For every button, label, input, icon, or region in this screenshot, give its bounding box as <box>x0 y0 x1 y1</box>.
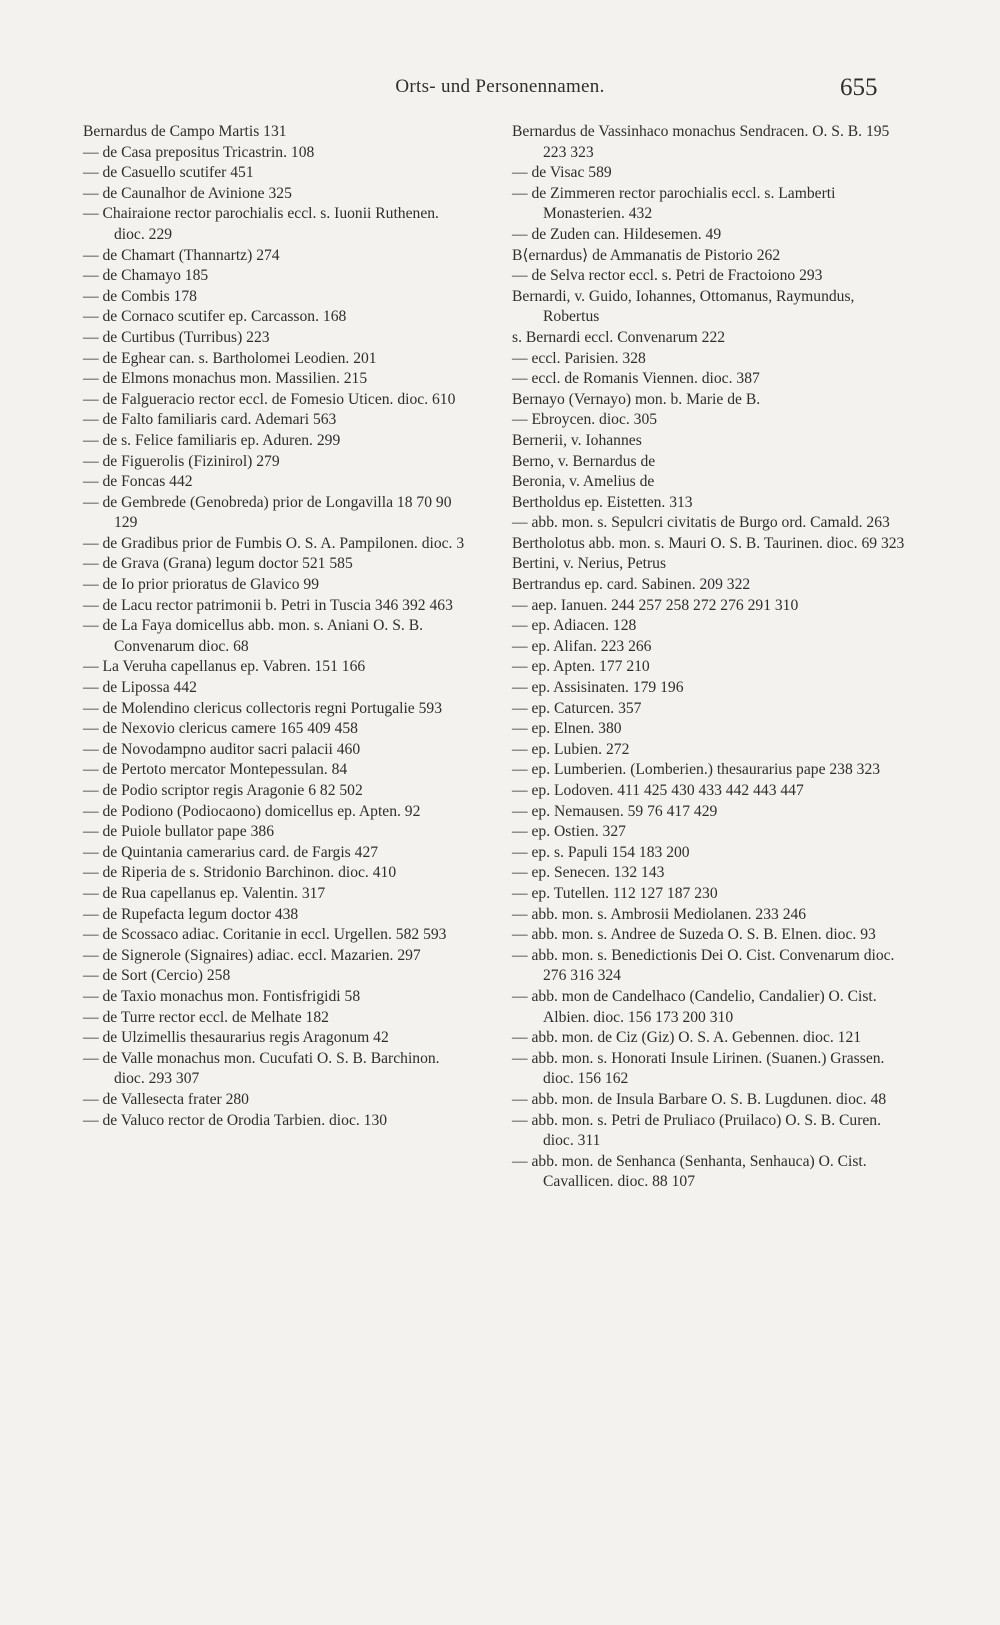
index-entry: — abb. mon. de Insula Barbare O. S. B. Lugdunen. dioc. 48 <box>512 1090 887 1108</box>
index-entry: — de Zimmeren rector parochialis eccl. s. Lamberti Monasterien. 432 <box>512 184 836 223</box>
index-entry: — de Molendino clericus collectoris regni Portugalie 593 <box>83 699 442 717</box>
index-entry: — de Podiono (Podiocaono) domicellus ep. Apten. 92 <box>83 802 421 820</box>
index-entry: — de Rupefacta legum doctor 438 <box>83 905 299 923</box>
index-entry: — Ebroycen. dioc. 305 <box>512 411 658 429</box>
index-entry: — de Signerole (Signaires) adiac. eccl. Mazarien. 297 <box>83 946 421 964</box>
index-entry: — de Zuden can. Hildesemen. 49 <box>512 225 722 243</box>
index-entry: — Chairaione rector parochialis eccl. s. Iuonii Ruthenen. dioc. 229 <box>83 205 439 243</box>
running-header: Orts- und Personennamen. <box>395 76 605 97</box>
index-entry: — ep. Lumberien. (Lomberien.) thesaurarius pape 238 323 <box>512 761 881 779</box>
index-entry: Beronia, v. Amelius de <box>512 473 655 491</box>
index-entry: — de Valle monachus mon. Cucufati O. S. B. Barchinon. dioc. 293 307 <box>83 1049 440 1088</box>
index-entry: — de Figuerolis (Fizinirol) 279 <box>83 452 280 470</box>
index-entry: — ep. Senecen. 132 143 <box>512 864 665 882</box>
index-entry: Berno, v. Bernardus de <box>512 452 656 470</box>
index-entry: — abb. mon. s. Sepulcri civitatis de Burgo ord. Camald. 263 <box>512 514 890 532</box>
index-entry: — de Ulzimellis thesaurarius regis Aragonum 42 <box>83 1029 389 1047</box>
index-entry: — de Selva rector eccl. s. Petri de Fractoiono 293 <box>512 267 823 285</box>
index-entry: — de Nexovio clericus camere 165 409 458 <box>83 720 358 738</box>
index-entry: — de Casa prepositus Tricastrin. 108 <box>83 143 315 161</box>
index-entry: — de Taxio monachus mon. Fontisfrigidi 58 <box>83 987 361 1005</box>
left-column <box>83 122 473 1131</box>
right-column <box>512 122 910 1193</box>
index-entry: — de Vallesecta frater 280 <box>83 1090 249 1108</box>
index-entry: — de Sort (Cercio) 258 <box>83 967 231 985</box>
index-entry: — de Podio scriptor regis Aragonie 6 82 502 <box>83 782 363 799</box>
index-entry: Bertrandus ep. card. Sabinen. 209 322 <box>512 576 751 594</box>
index-entry: — ep. Nemausen. 59 76 417 429 <box>512 802 718 820</box>
index-entry: — ep. Assisinaten. 179 196 <box>512 679 684 697</box>
index-entry: — de Lacu rector patrimonii b. Petri in Tuscia 346 392 463 <box>83 596 453 614</box>
index-entry: — La Veruha capellanus ep. Vabren. 151 166 <box>83 658 366 676</box>
index-entry: — de Eghear can. s. Bartholomei Leodien. 201 <box>83 349 377 367</box>
index-entry: — abb. mon. de Ciz (Giz) O. S. A. Gebennen. dioc. 121 <box>512 1029 862 1047</box>
index-entry: — de Turre rector eccl. de Melhate 182 <box>83 1008 329 1026</box>
index-entry: — de Riperia de s. Stridonio Barchinon. dioc. 410 <box>83 864 397 882</box>
index-entry: — ep. Ostien. 327 <box>512 823 626 841</box>
index-entry: Bernardus de Vassinhaco monachus Sendracen. O. S. B. 195 223 323 <box>512 123 890 161</box>
index-entry: — de Chamayo 185 <box>83 267 209 285</box>
index-entry: — de Novodampno auditor sacri palacii 460 <box>83 740 361 758</box>
index-entry: s. Bernardi eccl. Convenarum 222 <box>512 328 726 346</box>
page-number: 655 <box>840 74 878 101</box>
index-entry: — abb. mon. s. Petri de Pruliaco (Pruilaco) O. S. B. Curen. dioc. 311 <box>512 1111 882 1150</box>
index-entry: — de Chamart (Thannartz) 274 <box>83 246 280 264</box>
index-entry: Bernayo (Vernayo) mon. b. Marie de B. <box>512 390 761 408</box>
index-entry: — de Elmons monachus mon. Massilien. 215 <box>83 370 368 388</box>
index-entry: — de Falgueracio rector eccl. de Fomesio Uticen. dioc. 610 <box>83 390 456 408</box>
index-entry: — abb. mon. s. Ambrosii Mediolanen. 233 246 <box>512 905 807 923</box>
index-entry: Bertholdus ep. Eistetten. 313 <box>512 493 693 511</box>
index-entry: — de La Faya domicellus abb. mon. s. Aniani O. S. B. Convenarum dioc. 68 <box>83 617 423 655</box>
index-entry: — de Grava (Grana) legum doctor 521 585 <box>83 555 353 573</box>
index-entry: — ep. Caturcen. 357 <box>512 699 642 717</box>
index-entry: — ep. Tutellen. 112 127 187 230 <box>512 884 718 902</box>
index-entry: — de Falto familiaris card. Ademari 563 <box>83 411 337 429</box>
index-entry: — ep. Elnen. 380 <box>512 720 622 738</box>
index-entry: — de Cornaco scutifer ep. Carcasson. 168 <box>83 308 347 326</box>
index-entry: — de Lipossa 442 <box>83 679 197 697</box>
index-entry: — de s. Felice familiaris ep. Aduren. 299 <box>83 431 341 449</box>
index-entry: — de Scossaco adiac. Coritanie in eccl. Urgellen. 582 593 <box>83 926 447 944</box>
index-entry: — de Rua capellanus ep. Valentin. 317 <box>83 884 326 902</box>
index-entry: — de Foncas 442 <box>83 473 193 491</box>
index-entry: Bernardi, v. Guido, Iohannes, Ottomanus, Raymundus, Robertus <box>512 287 855 326</box>
index-entry: Bernardus de Campo Martis 131 <box>83 123 287 140</box>
index-entry: — ep. Apten. 177 210 <box>512 658 650 676</box>
index-entry: — abb. mon de Candelhaco (Candelio, Candalier) O. Cist. Albien. dioc. 156 173 200 310 <box>512 987 877 1026</box>
index-entry: — de Pertoto mercator Montepessulan. 84 <box>83 761 348 779</box>
index-entry: — ep. Adiacen. 128 <box>512 617 637 635</box>
index-entry: — de Puiole bullator pape 386 <box>83 823 274 841</box>
index-entry: — eccl. de Romanis Viennen. dioc. 387 <box>512 370 760 388</box>
index-entry: — de Curtibus (Turribus) 223 <box>83 328 270 346</box>
index-entry: — eccl. Parisien. 328 <box>512 349 646 367</box>
index-entry: — abb. mon. de Senhanca (Senhanta, Senhauca) O. Cist. Cavallicen. dioc. 88 107 <box>512 1152 867 1191</box>
index-entry: — ep. s. Papuli 154 183 200 <box>512 843 690 861</box>
index-entry: — abb. mon. s. Andree de Suzeda O. S. B. Elnen. dioc. 93 <box>512 926 876 944</box>
index-entry: — de Valuco rector de Orodia Tarbien. dioc. 130 <box>83 1111 388 1129</box>
index-entry: Bertholotus abb. mon. s. Mauri O. S. B. Taurinen. dioc. 69 323 <box>512 534 905 552</box>
index-entry: — aep. Ianuen. 244 257 258 272 276 291 310 <box>512 596 799 614</box>
index-entry: — ep. Alifan. 223 266 <box>512 637 652 655</box>
index-entry: — ep. Lodoven. 411 425 430 433 442 443 447 <box>512 782 804 799</box>
index-entry: — de Gembrede (Genobreda) prior de Longavilla 18 70 90 129 <box>83 493 452 532</box>
index-entry: — de Visac 589 <box>512 164 612 182</box>
index-entry: — de Combis 178 <box>83 287 197 305</box>
index-entry: — de Caunalhor de Avinione 325 <box>83 184 292 202</box>
index-entry: — de Gradibus prior de Fumbis O. S. A. Pampilonen. dioc. 3 <box>83 534 465 552</box>
index-entry: B⟨ernardus⟩ de Ammanatis de Pistorio 262 <box>512 246 781 264</box>
index-entry: — abb. mon. s. Honorati Insule Lirinen. (Suanen.) Grassen. dioc. 156 162 <box>512 1049 885 1088</box>
index-entry: — abb. mon. s. Benedictionis Dei O. Cist. Convenarum dioc. 276 316 324 <box>512 946 895 985</box>
index-entry: — ep. Lubien. 272 <box>512 740 630 758</box>
index-entry: — de Casuello scutifer 451 <box>83 164 254 182</box>
index-entry: Bertini, v. Nerius, Petrus <box>512 555 667 573</box>
index-entry: Bernerii, v. Iohannes <box>512 431 642 449</box>
index-entry: — de Quintania camerarius card. de Fargis 427 <box>83 843 379 861</box>
index-entry: — de Io prior prioratus de Glavico 99 <box>83 576 320 594</box>
